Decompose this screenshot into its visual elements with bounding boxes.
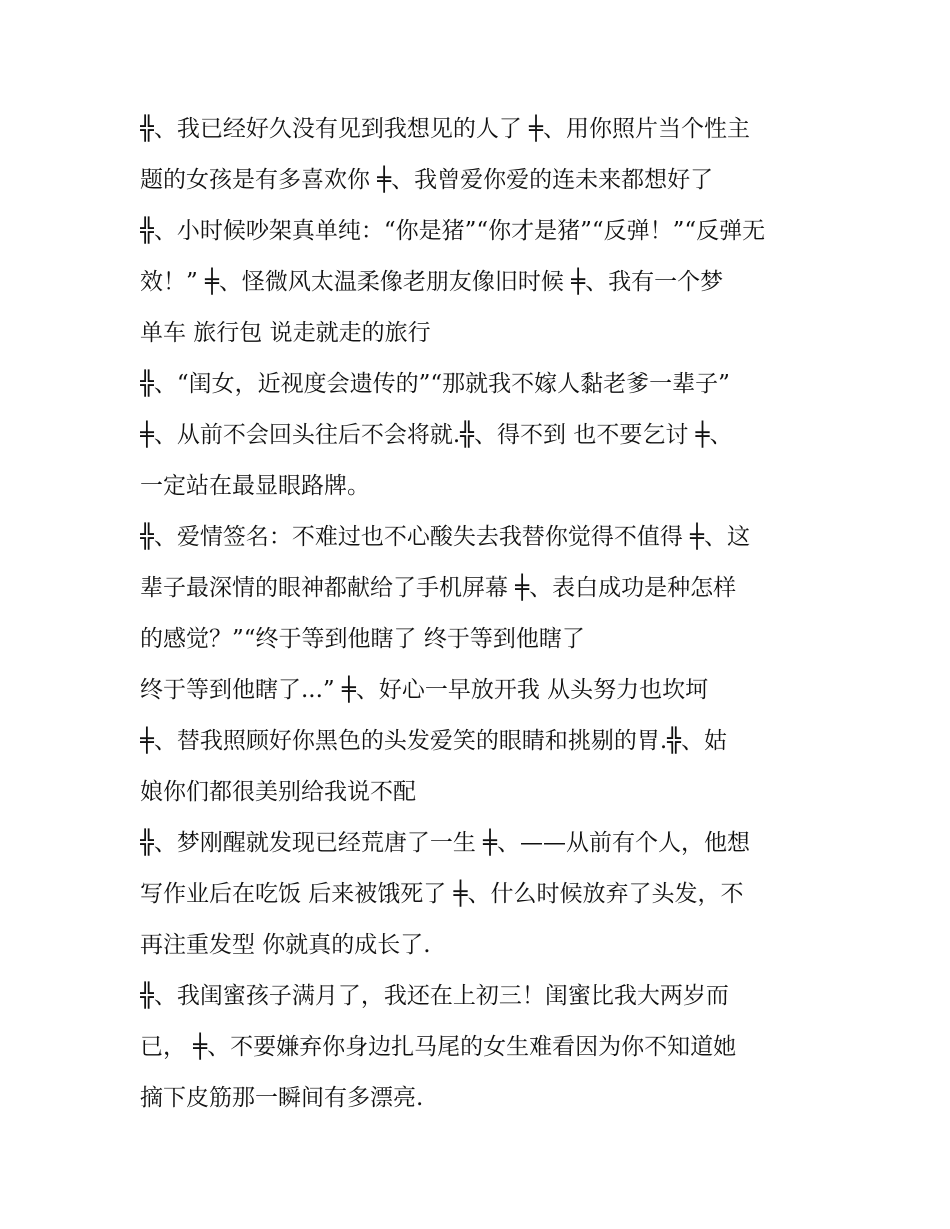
text-line-1: ╬、我已经好久没有见到我想见的人了 ╪、用你照片当个性主 — [140, 116, 751, 142]
text-line-12: 终于等到他瞎了...” ╪、好心一早放开我 从头努力也坎坷 — [140, 677, 709, 703]
text-line-8: 一定站在最显眼路牌。 — [140, 473, 370, 499]
text-line-5: 单车 旅行包 说走就走的旅行 — [140, 320, 431, 346]
document-body — [140, 104, 820, 1124]
text-line-13: ╪、替我照顾好你黑色的头发爱笑的眼睛和挑剔的胃.╬、姑 — [140, 728, 728, 754]
text-line-17: 再注重发型 你就真的成长了. — [140, 932, 431, 958]
text-line-20: 摘下皮筋那一瞬间有多漂亮. — [140, 1085, 424, 1111]
text-line-18: ╬、我闺蜜孩子满月了，我还在上初三！闺蜜比我大两岁而 — [140, 983, 729, 1009]
text-line-7: ╪、从前不会回头往后不会将就.╬、得不到 也不要乞讨 ╪、 — [140, 422, 733, 448]
text-line-6: ╬、“闺女，近视度会遗传的”“那就我不嫁人黏老爹一辈子” — [140, 371, 730, 397]
text-line-4: 效！” ╪、怪微风太温柔像老朋友像旧时候 ╪、我有一个梦 — [140, 269, 724, 295]
text-line-3: ╬、小时候吵架真单纯：“你是猪”“你才是猪”“反弹！”“反弹无 — [140, 218, 766, 244]
text-line-11: 的感觉？”“终于等到他瞎了 终于等到他瞎了 — [140, 626, 585, 652]
text-line-9: ╬、爱情签名：不难过也不心酸失去我替你觉得不值得 ╪、这 — [140, 524, 751, 550]
text-line-19: 已， ╪、不要嫌弃你身边扎马尾的女生难看因为你不知道她 — [140, 1034, 737, 1060]
text-line-15: ╬、梦刚醒就发现已经荒唐了一生 ╪、——从前有个人，他想 — [140, 830, 751, 856]
text-line-10: 辈子最深情的眼神都献给了手机屏幕 ╪、表白成功是种怎样 — [140, 575, 737, 601]
text-line-2: 题的女孩是有多喜欢你 ╪、我曾爱你爱的连未来都想好了 — [140, 167, 714, 193]
text-line-16: 写作业后在吃饭 后来被饿死了 ╪、什么时候放弃了头发，不 — [140, 881, 744, 907]
text-line-14: 娘你们都很美别给我说不配 — [140, 779, 416, 805]
